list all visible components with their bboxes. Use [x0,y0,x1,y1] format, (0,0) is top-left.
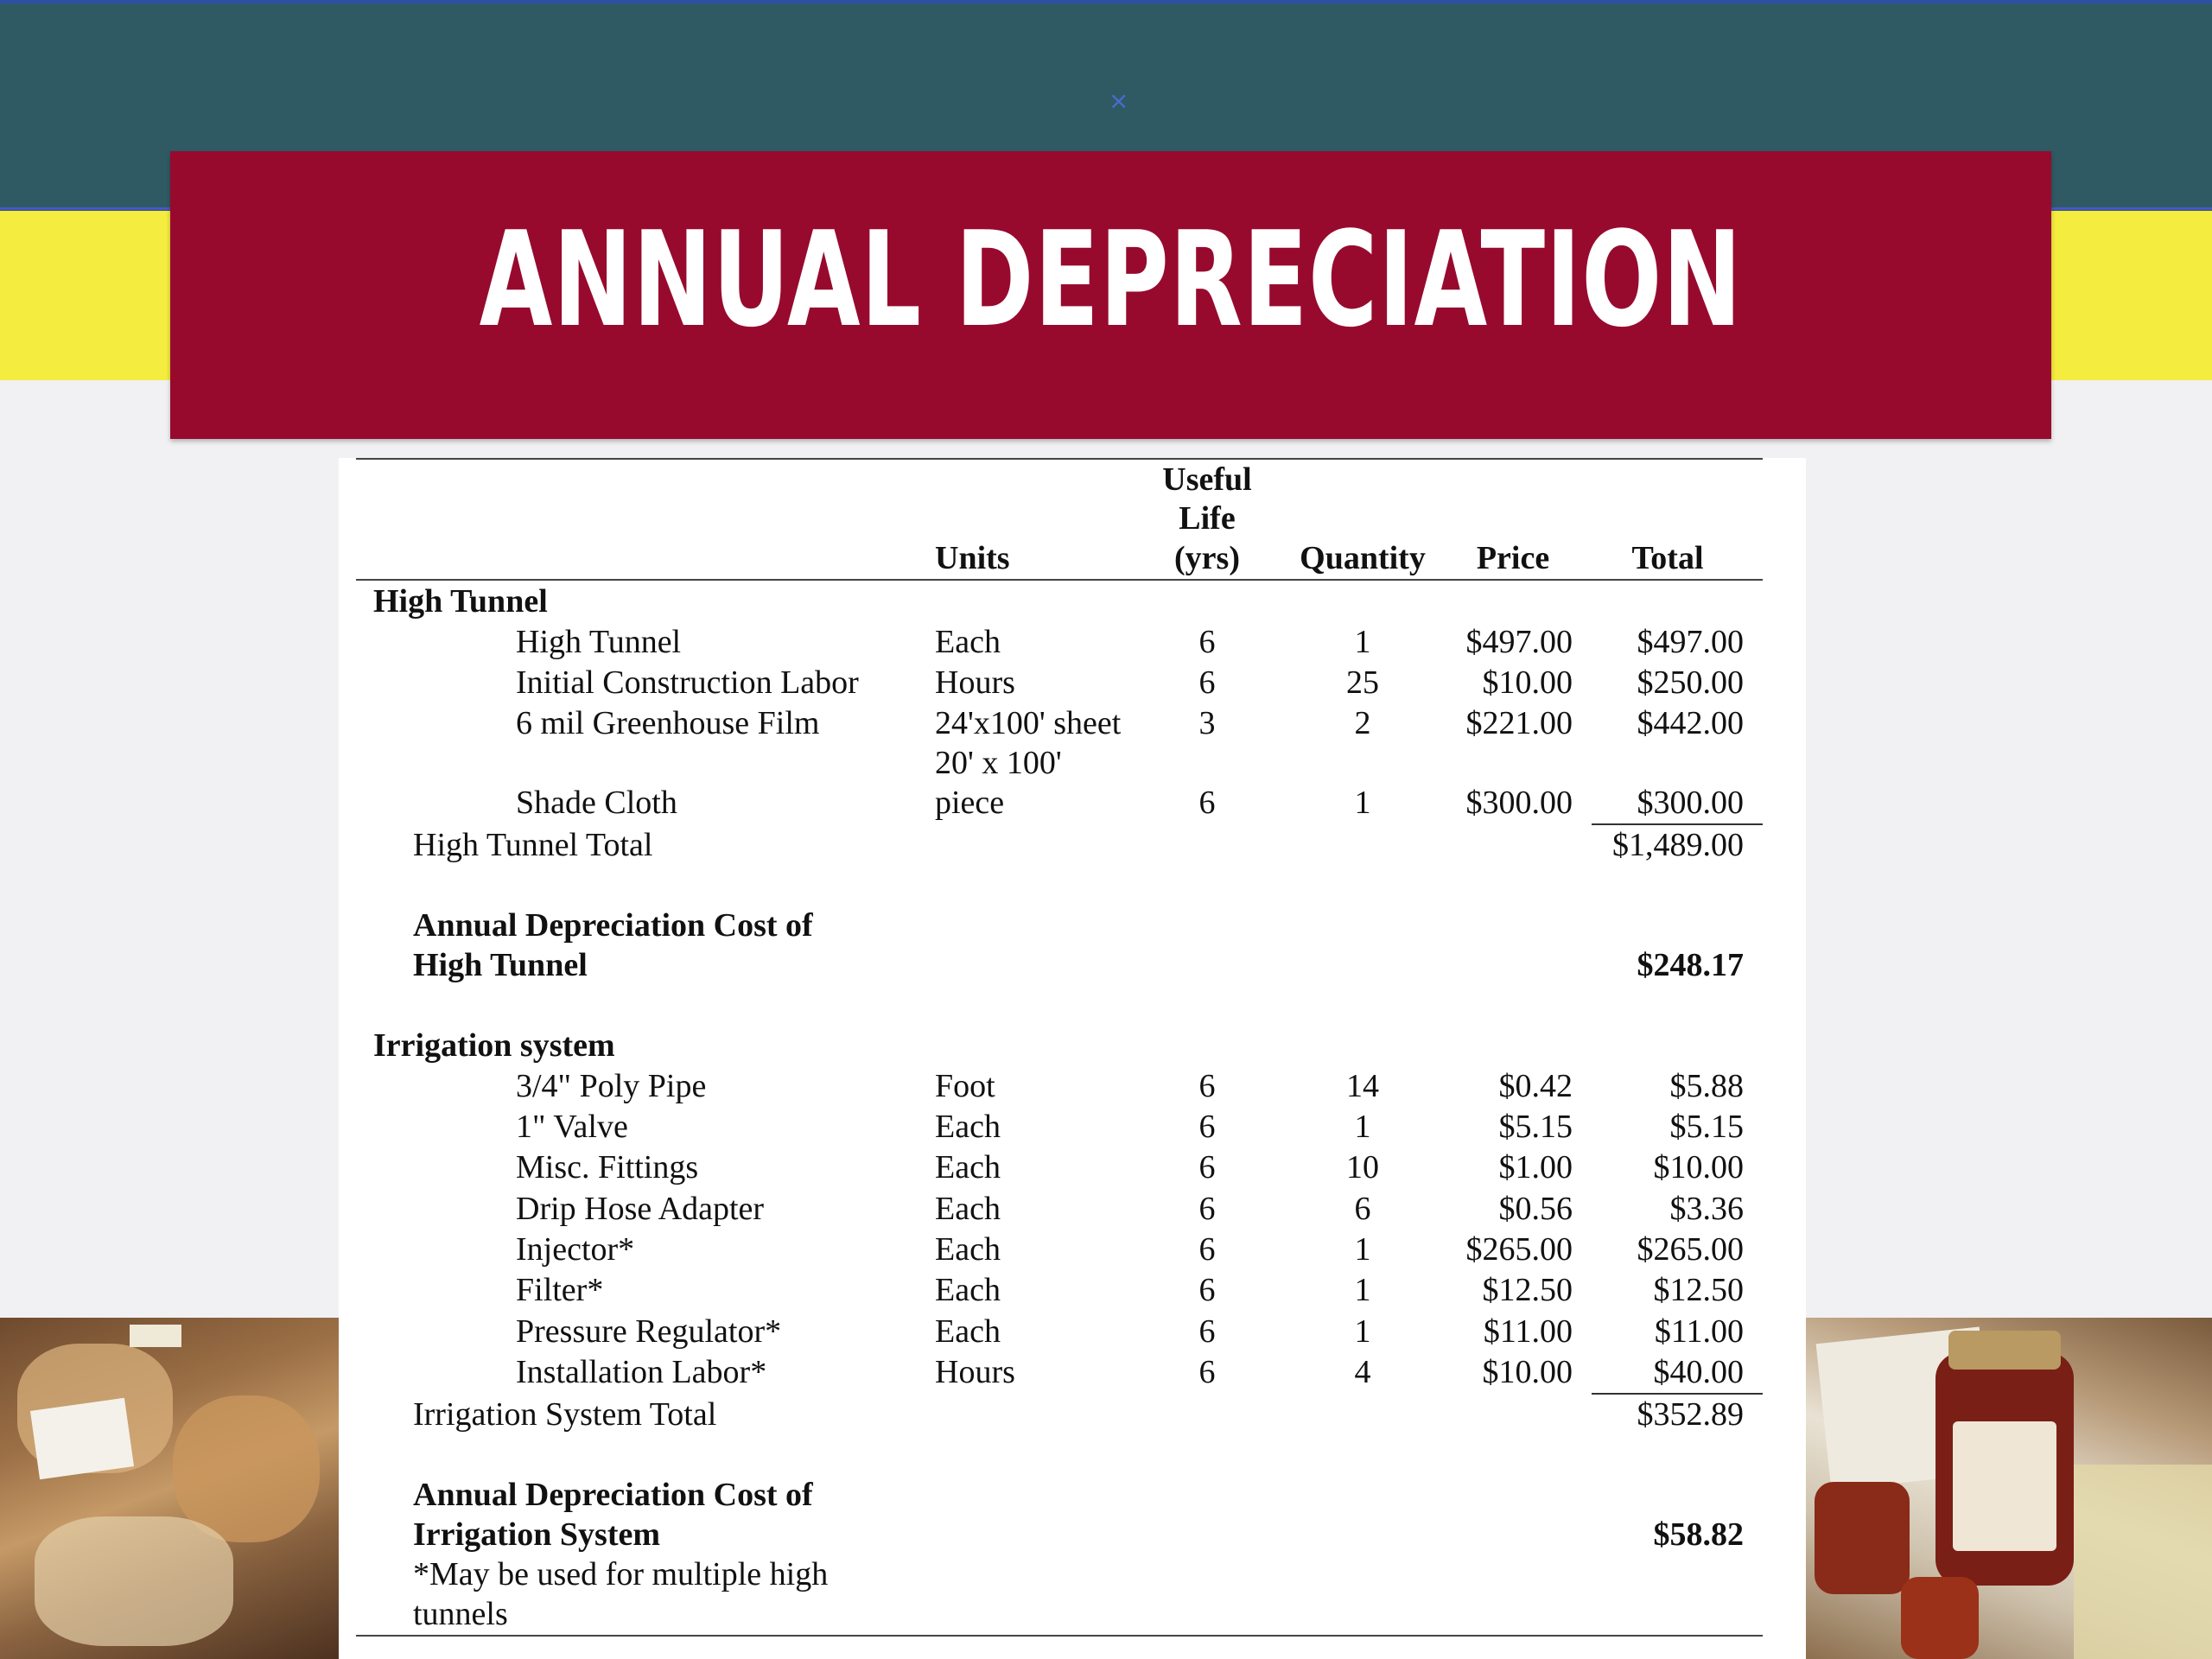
row-life: 6 [1198,1313,1216,1350]
row-quantity: 1 [1354,1313,1371,1350]
row-price: $221.00 [1465,705,1573,741]
row-item: High Tunnel [516,624,682,660]
row-units: Each [935,624,1001,660]
close-icon[interactable]: × [1109,86,1129,115]
row-price: $10.00 [1482,1354,1573,1390]
row-quantity: 1 [1354,624,1371,660]
header-yrs: (yrs) [1174,540,1240,576]
row-life: 6 [1198,1109,1216,1145]
row-total: $3.36 [1669,1191,1744,1227]
header-quantity: Quantity [1300,540,1426,576]
section-label-high-tunnel: High Tunnel [373,583,548,620]
footnote-line1: *May be used for multiple high [413,1556,829,1592]
row-price: $1.00 [1498,1149,1573,1185]
row-quantity: 4 [1354,1354,1371,1390]
row-quantity: 10 [1346,1149,1379,1185]
annual-cost-value: $248.17 [1637,947,1744,983]
bakery-photo [0,1318,339,1659]
row-life: 6 [1198,1354,1216,1390]
row-units: Each [935,1109,1001,1145]
row-units: 24'x100' sheet [935,705,1122,741]
row-item: Initial Construction Labor [516,664,859,701]
row-units: Hours [935,664,1015,701]
row-units: Each [935,1231,1001,1268]
row-life: 6 [1198,1272,1216,1308]
header-rule [356,579,1763,581]
row-quantity: 14 [1346,1068,1379,1104]
annual-cost-label-line1: Annual Depreciation Cost of [413,1477,813,1513]
row-price: $0.56 [1498,1191,1573,1227]
row-quantity: 1 [1354,785,1371,821]
row-quantity: 1 [1354,1231,1371,1268]
row-total: $40.00 [1653,1354,1744,1390]
row-life: 6 [1198,785,1216,821]
high-tunnel-total-label: High Tunnel Total [413,827,653,863]
row-total: $12.50 [1653,1272,1744,1308]
row-life: 6 [1198,1191,1216,1227]
row-total: $5.88 [1669,1068,1744,1104]
annual-cost-value: $58.82 [1653,1516,1744,1553]
row-life: 6 [1198,1149,1216,1185]
row-life: 3 [1198,705,1216,741]
row-price: $11.00 [1483,1313,1573,1350]
annual-cost-label-line2: High Tunnel [413,947,588,983]
row-quantity: 1 [1354,1272,1371,1308]
row-life: 6 [1198,664,1216,701]
row-item: 6 mil Greenhouse Film [516,705,820,741]
row-price: $300.00 [1465,785,1573,821]
row-item: Installation Labor* [516,1354,767,1390]
table-bottom-rule [356,1635,1763,1637]
annual-cost-label-line2: Irrigation System [413,1516,661,1553]
row-total: $10.00 [1653,1149,1744,1185]
header-total: Total [1631,540,1704,576]
row-price: $0.42 [1498,1068,1573,1104]
footnote-line2: tunnels [413,1596,508,1632]
title-banner [170,151,2051,439]
row-item: Shade Cloth [516,785,677,821]
irrigation-total-label: Irrigation System Total [413,1396,717,1433]
row-price: $12.50 [1482,1272,1573,1308]
row-total: $265.00 [1637,1231,1744,1268]
depreciation-table [339,458,1806,1659]
row-units: Each [935,1272,1001,1308]
row-quantity: 1 [1354,1109,1371,1145]
row-quantity: 6 [1354,1191,1371,1227]
row-life: 6 [1198,1068,1216,1104]
row-total: $442.00 [1637,705,1744,741]
row-quantity: 2 [1354,705,1371,741]
slide-title: ANNUAL DEPRECIATION [479,203,1743,356]
section-label-irrigation: Irrigation system [373,1027,615,1064]
row-price: $497.00 [1465,624,1573,660]
row-total: $497.00 [1637,624,1744,660]
row-price: $265.00 [1465,1231,1573,1268]
row-total: $300.00 [1637,785,1744,821]
header-life: Life [1179,500,1236,537]
row-item: Filter* [516,1272,604,1308]
row-item: Misc. Fittings [516,1149,699,1185]
row-item: 1" Valve [516,1109,628,1145]
row-units: Each [935,1149,1001,1185]
high-tunnel-total-value: $1,489.00 [1612,827,1744,863]
row-units: piece [935,785,1005,821]
header-price: Price [1476,540,1550,576]
irrigation-total-value: $352.89 [1637,1396,1744,1433]
row-price: $10.00 [1482,664,1573,701]
header-units: Units [935,540,1010,576]
table-top-rule [356,458,1763,460]
annual-cost-label-line1: Annual Depreciation Cost of [413,907,813,944]
row-units: Each [935,1313,1001,1350]
row-total: $5.15 [1669,1109,1744,1145]
row-total: $250.00 [1637,664,1744,701]
row-quantity: 25 [1346,664,1379,701]
row-price: $5.15 [1498,1109,1573,1145]
jam-jars-photo [1806,1318,2212,1659]
row-item: Drip Hose Adapter [516,1191,765,1227]
row-life: 6 [1198,1231,1216,1268]
row-total: $11.00 [1654,1313,1744,1350]
row-units: Foot [935,1068,995,1104]
row-units: Hours [935,1354,1015,1390]
row-units: Each [935,1191,1001,1227]
row-item: 3/4" Poly Pipe [516,1068,707,1104]
row-item: Injector* [516,1231,635,1268]
row-life: 6 [1198,624,1216,660]
row-units-line1: 20' x 100' [935,745,1062,781]
header-useful: Useful [1162,461,1252,498]
row-item: Pressure Regulator* [516,1313,782,1350]
